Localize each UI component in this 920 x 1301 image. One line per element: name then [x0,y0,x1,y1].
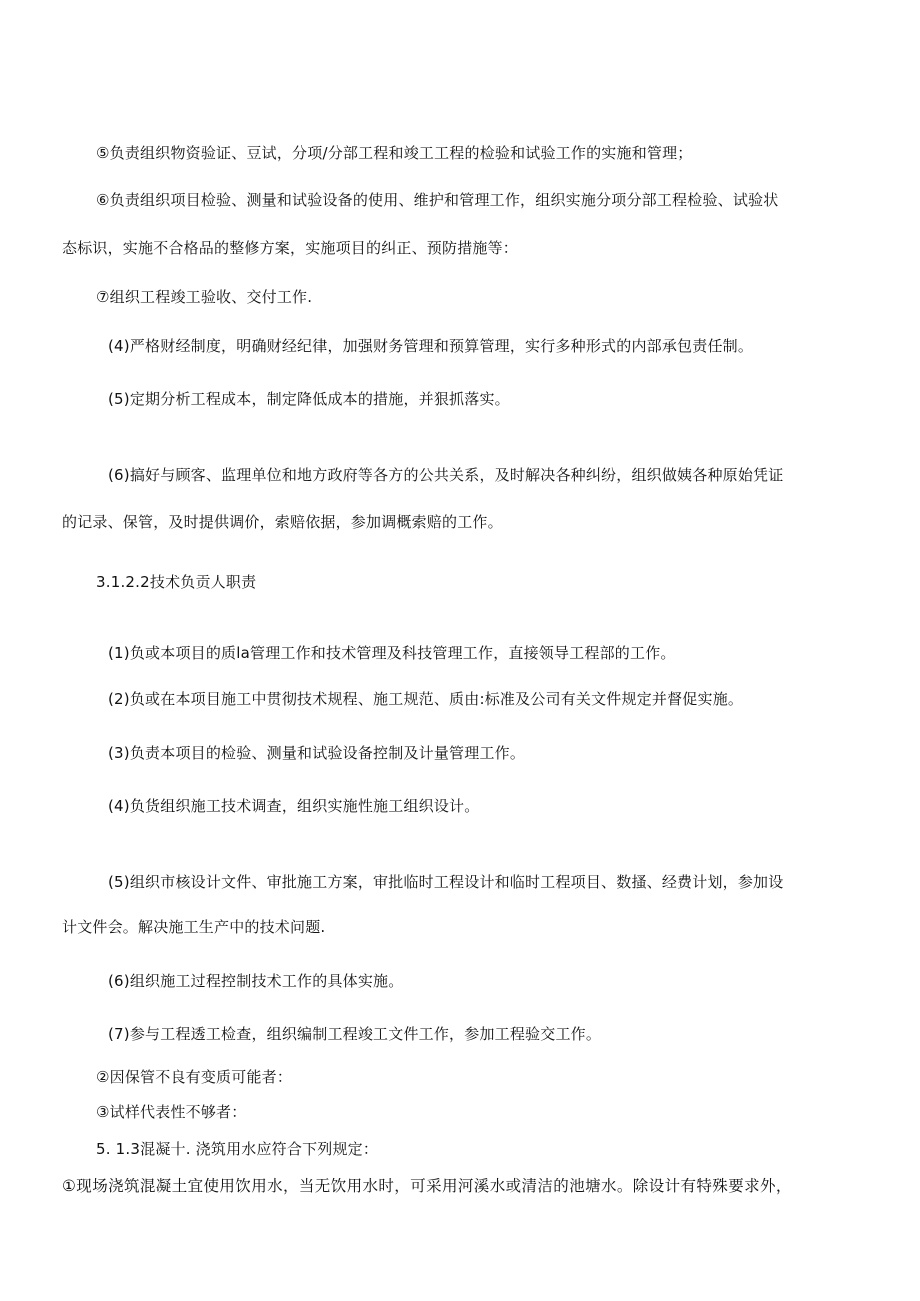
paragraph-line: (2)负或在本项目施工中贯彻技术规程、施工规范、质由:标准及公司有关文件规定并督促实施。 [108,690,744,708]
paragraph-line: ⑥负责组织项目检验、测量和试验设备的使用、维护和管理工作，组织实施分项分部工程检验、试验状 [96,191,779,209]
paragraph-line: 的记录、保管，及时提供调价，索赔依据，参加调概索赔的工作。 [62,513,503,531]
paragraph-line: (6)组织施工过程控制技术工作的具体实施。 [108,972,404,990]
paragraph-line: (3)负责本项目的检验、测量和试验设备控制及计量管理工作。 [108,744,526,762]
paragraph-line: ②因保管不良有变质可能者： [96,1068,293,1086]
paragraph-line: ⑦组织工程竣工验收、交付工作. [96,288,313,306]
paragraph-line: (5)定期分析工程成本，制定降低成本的措施，并狠抓落实。 [108,390,510,408]
paragraph-line: ⑤负责组织物资验证、豆试，分项/分部工程和竣工工程的检验和试验工作的实施和管理； [96,144,693,162]
paragraph-line: (5)组织市核设计文件、审批施工方案，审批临时工程设计和临时工程项目、数搔、经费计划，参加设 [108,873,784,891]
paragraph-line: ③试样代表性不够者： [96,1103,247,1121]
paragraph-line: 态标识，实施不合格品的整修方案，实施项目的纠正、预防措施等： [62,239,519,257]
paragraph-line: (7)参与工程透工检查，组织编制工程竣工文件工作，参加工程验交工作。 [108,1025,602,1043]
section-heading: 5. 1.3混凝十. 浇筑用水应符合下列规定： [96,1140,379,1158]
paragraph-line: (6)搞好与顾客、监理单位和地方政府等各方的公共关系，及时解决各种纠纷，组织做姨各种原始凭证 [108,466,784,484]
section-heading: 3.1.2.2技术负贡人职责 [96,573,257,591]
paragraph-line: 计文件会。解决施工生产中的技术问题. [62,918,326,936]
paragraph-line: ①现场浇筑混凝土宜使用饮用水，当无饮用水时，可采用河溪水或清洁的池塘水。除设计有特殊要求外， [62,1177,792,1195]
paragraph-line: (1)负或本项目的质la管理工作和技术管理及科技管理工作，直接领导工程部的工作。 [108,644,676,662]
paragraph-line: (4)严格财经制度，明确财经纪律，加强财务管理和预算管理，实行多种形式的内部承包责任制。 [108,337,754,355]
paragraph-line: (4)负货组织施工技术调查，组织实施性施工组织设计。 [108,797,480,815]
